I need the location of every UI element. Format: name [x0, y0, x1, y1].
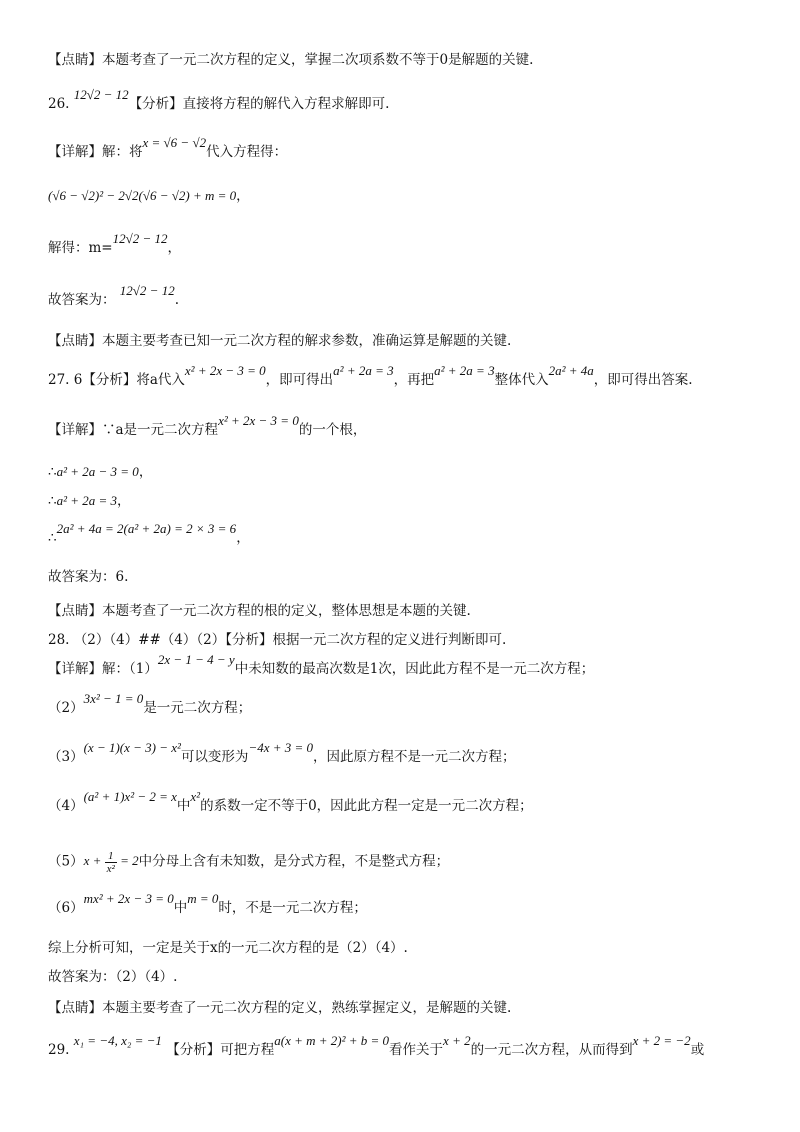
math-expression: −4x + 3 = 0: [248, 740, 314, 755]
text-run: 的一个根，: [298, 422, 367, 438]
math-expression: 12√2 − 12: [119, 283, 175, 298]
math-fraction-equation: [83, 850, 139, 875]
text-run: 或: [690, 1042, 705, 1058]
text-run: 【点睛】本题考查了一元二次方程的根的定义，整体思想是本题的关键.: [48, 603, 471, 619]
text-run: ，再把: [393, 372, 435, 388]
text-run: 解得：m=: [48, 240, 113, 256]
text-run: 【详解】解：将: [48, 144, 143, 160]
math-expression: 3x² − 1 = 0: [83, 691, 144, 706]
math-expression: x + 2: [443, 1033, 471, 1048]
math-expression: x = √6 − √2: [142, 135, 207, 150]
line-15: [48, 630, 506, 650]
math-expression: 2a² + 4a = 2(a² + 2a) = 2 × 3 = 6: [56, 521, 237, 536]
text-run: 26.: [48, 96, 74, 112]
text-run: ，: [138, 464, 153, 480]
line-6: [48, 283, 180, 310]
line-7: [48, 331, 511, 351]
math-expression: x₁ = −4, x₂ = −1: [73, 1033, 162, 1048]
text-run: 的一元二次方程，从而得到: [470, 1042, 633, 1058]
text-run: ，: [167, 240, 182, 256]
math-expression: x² + 2x − 3 = 0: [218, 413, 299, 428]
math-expression: 12√2 − 12: [112, 231, 168, 246]
math-expression: 2x − 1 − 4 − y: [157, 652, 235, 667]
line-17: [48, 691, 252, 718]
text-run: ∴: [48, 530, 57, 546]
math-expression: x²: [190, 789, 201, 804]
text-run: ，即可得出: [265, 372, 334, 388]
text-run: （4）: [48, 798, 84, 814]
text-run: ∴: [48, 493, 57, 509]
math-expression: a² + 2a = 3: [56, 493, 118, 508]
text-run: （2）: [48, 700, 84, 716]
line-4: [48, 186, 250, 206]
text-run: （6）: [48, 900, 84, 916]
text-run: 【详解】∵a是一元二次方程: [48, 422, 219, 438]
fraction-numerator: 1: [105, 850, 117, 863]
math-expression: (x − 1)(x − 3) − x²: [83, 740, 181, 755]
text-run: 【分析】直接将方程的解代入方程求解即可.: [128, 96, 390, 112]
text-run: 【详解】解：（1）: [48, 661, 158, 677]
line-22: [48, 938, 408, 958]
math-expression: a² + 2a = 3: [434, 363, 495, 378]
line-23: [48, 967, 177, 987]
line-3: [48, 135, 288, 162]
text-run: 代入方程得：: [206, 144, 288, 160]
text-run: 27. 6【分析】将a代入: [48, 372, 185, 388]
text-run: 是一元二次方程；: [143, 700, 252, 716]
line-11: [48, 491, 131, 511]
text-run: 的系数一定不等于0，因此此方程一定是一元二次方程；: [200, 798, 533, 814]
fraction: [105, 850, 117, 875]
math-expression: x² + 2x − 3 = 0: [184, 363, 266, 378]
text-run: （5）: [48, 853, 84, 870]
line-25: [48, 1033, 705, 1060]
line-19: [48, 789, 533, 816]
text-run: 中: [176, 798, 191, 814]
math-text: = 2: [116, 853, 139, 869]
line-16: [48, 652, 595, 679]
text-run: 时，不是一元二次方程；: [218, 900, 367, 916]
line-14: [48, 601, 471, 621]
text-run: 综上分析可知，一定是关于x的一元二次方程的是（2）（4）.: [48, 940, 408, 956]
line-5: [48, 231, 182, 258]
fraction-denominator: x²: [106, 863, 115, 875]
math-expression: a(x + m + 2)² + b = 0: [274, 1033, 390, 1048]
text-run: 【点睛】本题主要考查了一元二次方程的定义，熟练掌握定义，是解题的关键.: [48, 1000, 512, 1016]
math-text: x +: [83, 853, 105, 869]
math-expression: a² + 2a = 3: [333, 363, 394, 378]
math-expression: m = 0: [187, 891, 219, 906]
math-expression: 12√2 − 12: [73, 87, 129, 102]
line-18: [48, 740, 516, 767]
text-run: 【点睛】本题主要考查已知一元二次方程的解求参数，准确运算是解题的关键.: [48, 333, 512, 349]
text-run: 28. （2）（4）##（4）（2）【分析】根据一元二次方程的定义进行判断即可.: [48, 632, 507, 648]
text-run: 整体代入: [494, 372, 549, 388]
math-expression: a² + 2a − 3 = 0: [56, 464, 139, 479]
text-run: 中: [173, 900, 188, 916]
line-12: [48, 521, 250, 548]
text-run: ，: [236, 188, 250, 204]
line-9: [48, 413, 367, 440]
text-run: 看作关于: [389, 1042, 444, 1058]
text-run: .: [174, 292, 180, 308]
text-run: ，因此原方程不是一元二次方程；: [313, 749, 516, 765]
line-21: [48, 891, 367, 918]
text-run: 可以变形为: [180, 749, 249, 765]
line-1: [48, 50, 533, 70]
text-run: 29.: [48, 1042, 74, 1058]
text-run: 中未知数的最高次数是1次，因此此方程不是一元二次方程；: [234, 661, 595, 677]
line-20: [48, 850, 449, 875]
math-expression: (a² + 1)x² − 2 = x: [83, 789, 177, 804]
line-2: [48, 87, 390, 114]
math-expression: mx² + 2x − 3 = 0: [83, 891, 174, 906]
text-run: 【分析】可把方程: [161, 1042, 275, 1058]
text-run: 中分母上含有未知数，是分式方程，不是整式方程；: [138, 853, 450, 870]
text-run: ，: [236, 530, 250, 546]
text-run: 【点睛】本题考查了一元二次方程的定义，掌握二次项系数不等于0是解题的关键.: [48, 52, 534, 68]
math-expression: 2a² + 4a: [548, 363, 594, 378]
line-8: [48, 363, 693, 390]
line-24: [48, 998, 511, 1018]
line-10: [48, 462, 152, 482]
math-expression: (√6 − √2)² − 2√2(√6 − √2) + m = 0: [48, 188, 237, 203]
text-run: ，即可得出答案.: [593, 372, 693, 388]
text-run: ，: [117, 493, 131, 509]
math-expression: x + 2 = −2: [632, 1033, 691, 1048]
line-13: [48, 567, 128, 587]
text-run: 故答案为：: [48, 292, 120, 308]
text-run: （3）: [48, 749, 84, 765]
text-run: 故答案为：6.: [48, 569, 129, 585]
text-run: 故答案为：（2）（4）.: [48, 969, 178, 985]
text-run: ∴: [48, 464, 57, 480]
